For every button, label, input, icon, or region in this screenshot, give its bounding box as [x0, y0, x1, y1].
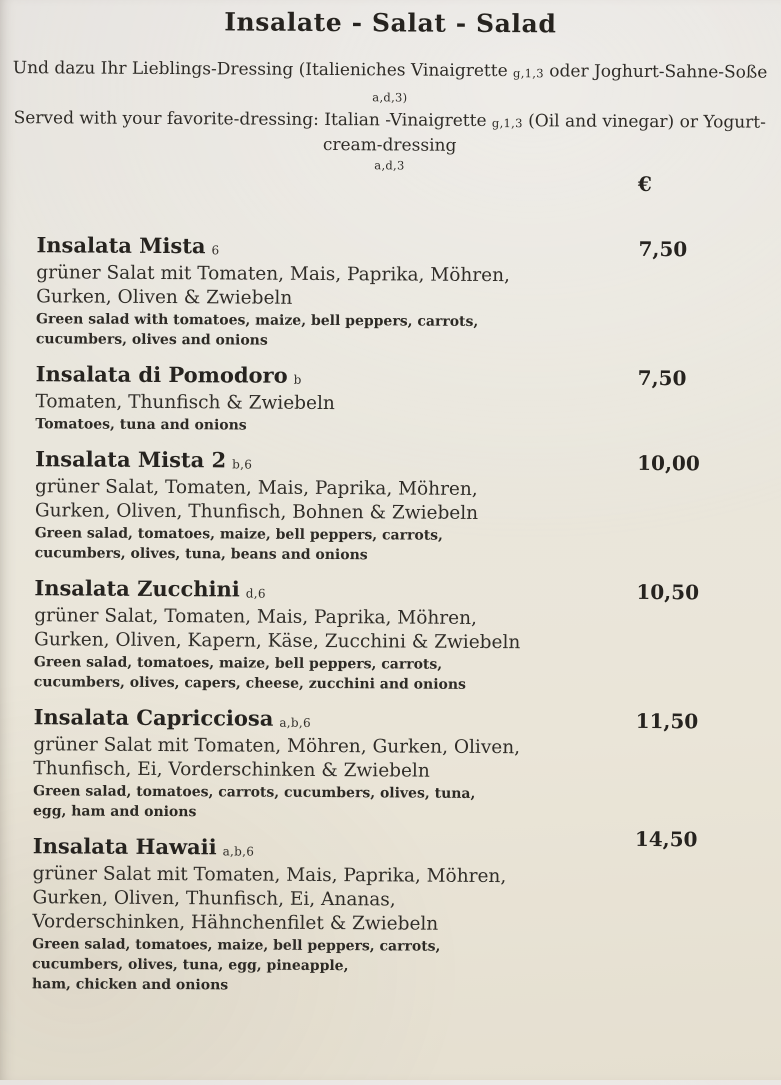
item-name: Insalata Capricciosa [33, 704, 274, 731]
item-allergen-codes: a,b,6 [279, 715, 312, 730]
item-name-row [33, 833, 733, 866]
item-desc-de [33, 733, 733, 785]
item-name-row [35, 446, 735, 479]
item-name: Insalata Hawaii [32, 833, 217, 860]
allergen-code: a,d,3 [374, 158, 405, 173]
item-name: Insalata Zucchini [34, 575, 240, 602]
intro-en-text: Served with your favorite-dressing: Italian -Vinaigrette [13, 108, 487, 131]
item-desc-en-line: egg, ham and onions [32, 803, 197, 821]
item-desc-en-line: cucumbers, olives, tuna, beans and onions [34, 545, 368, 564]
item-price: 7,50 [638, 236, 688, 262]
item-desc-de-line: grüner Salat, Tomaten, Mais, Paprika, Möhren, [34, 605, 477, 629]
item-desc-de-line: grüner Salat, Tomaten, Mais, Paprika, Möhren, [34, 476, 478, 500]
menu-items [32, 232, 737, 1010]
item-desc-de [32, 862, 732, 938]
allergen-code: a,d,3) [372, 90, 408, 105]
item-desc-de-line: Gurken, Oliven & Zwiebeln [36, 286, 293, 309]
item-desc-de [35, 475, 735, 527]
item-name: Insalata Mista [36, 232, 206, 259]
item-desc-en [32, 934, 732, 998]
item-desc-en-line: Green salad, tomatoes, maize, bell peppers, carrots, [34, 525, 444, 544]
item-desc-en-line: Green salad with tomatoes, maize, bell peppers, carrots, [36, 311, 479, 330]
menu-item [33, 704, 734, 825]
allergen-code: g,1,3 [513, 66, 544, 81]
menu-item [35, 361, 735, 438]
menu-item [31, 826, 733, 998]
item-desc-de-line: Gurken, Oliven, Kapern, Käse, Zucchini & Zwiebeln [34, 629, 521, 654]
item-desc-en-line: cucumbers, olives, tuna, egg, pineapple, [32, 956, 349, 975]
item-price: 10,50 [636, 579, 700, 605]
item-desc-en-line: ham, chicken and onions [31, 976, 229, 994]
item-price: 7,50 [637, 365, 687, 391]
menu-item [36, 232, 737, 353]
item-desc-de-line: Gurken, Oliven, Thunfisch, Ei, Ananas, [32, 887, 396, 911]
item-allergen-codes: 6 [211, 243, 220, 258]
allergen-code: g,1,3 [491, 116, 523, 131]
item-allergen-codes: d,6 [245, 586, 266, 601]
item-desc-en-line: Green salad, tomatoes, carrots, cucumbers, olives, tuna, [33, 783, 476, 802]
currency-header: € [637, 171, 652, 196]
intro-de-text2: oder Joghurt-Sahne-Soße [549, 61, 768, 83]
item-desc-en [36, 309, 736, 353]
item-desc-en [34, 652, 734, 696]
dressing-intro [0, 56, 781, 175]
intro-line-de [0, 56, 781, 111]
item-price: 14,50 [634, 826, 698, 852]
item-desc-en-line: Tomatoes, tuna and onions [35, 416, 247, 434]
item-desc-de-line: Vorderschinken, Hähnchenfilet & Zwiebeln [32, 911, 439, 935]
item-name-row [36, 232, 736, 265]
item-name-row [34, 575, 734, 608]
intro-de-text: Und dazu Ihr Lieblings-Dressing (Italieniches Vinaigrette [12, 58, 508, 82]
item-price: 11,50 [635, 708, 699, 734]
item-desc-en [33, 781, 733, 825]
item-desc-de-line: grüner Salat mit Tomaten, Mais, Paprika, Möhren, [32, 863, 507, 888]
item-desc-de-line: Gurken, Oliven, Thunfisch, Bohnen & Zwiebeln [34, 500, 479, 524]
item-desc-de-line: grüner Salat mit Tomaten, Möhren, Gurken, Oliven, [33, 734, 521, 759]
item-name: Insalata Mista 2 [35, 446, 227, 473]
menu-item [34, 575, 735, 696]
item-desc-de [36, 261, 736, 313]
item-name: Insalata di Pomodoro [35, 361, 288, 388]
intro-en-text2: (Oil and vinegar) or Yogurt-cream-dressing [322, 111, 766, 156]
item-desc-en-line: Green salad, tomatoes, maize, bell peppers, carrots, [33, 654, 443, 673]
item-name-row [34, 704, 734, 737]
menu-item [35, 446, 736, 567]
item-allergen-codes: b [293, 372, 302, 387]
item-desc-en-line: Green salad, tomatoes, maize, bell peppers, carrots, [32, 936, 441, 955]
intro-line-en [0, 106, 780, 160]
item-allergen-codes: a,b,6 [222, 844, 255, 859]
item-desc-de-line: Thunfisch, Ei, Vorderschinken & Zwiebeln [33, 758, 430, 782]
item-desc-en [35, 414, 735, 438]
item-desc-en-line: cucumbers, olives and onions [35, 331, 268, 349]
page-title: Insalate - Salat - Salad [224, 7, 557, 39]
item-desc-en [35, 523, 735, 567]
item-allergen-codes: b,6 [232, 457, 253, 472]
item-desc-de-line: Tomaten, Thunfisch & Zwiebeln [35, 391, 335, 415]
item-desc-de [34, 604, 734, 656]
item-price: 10,00 [637, 450, 700, 476]
item-desc-en-line: cucumbers, olives, capers, cheese, zucchini and onions [33, 674, 466, 693]
item-desc-de-line: grüner Salat mit Tomaten, Mais, Paprika, Möhren, [36, 262, 510, 287]
item-name-row [36, 361, 736, 394]
